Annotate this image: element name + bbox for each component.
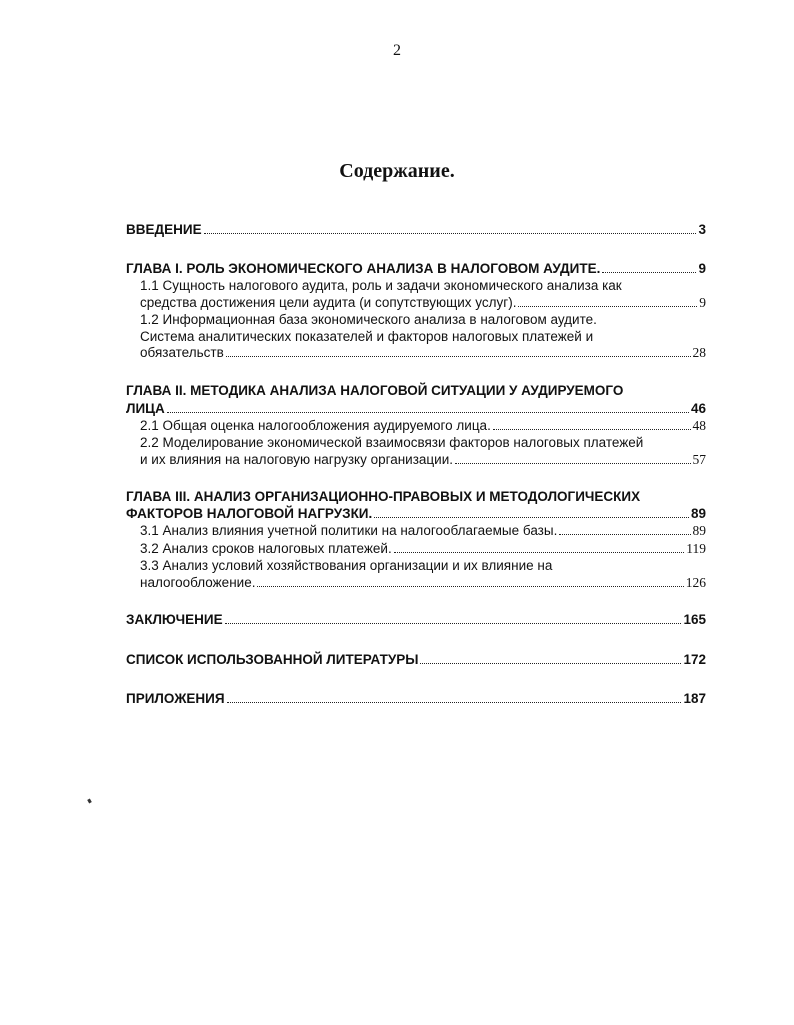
dot-leader [559, 534, 690, 535]
toc-page-number: 126 [685, 575, 706, 590]
toc-entry-title: обязательств [140, 345, 224, 360]
toc-page-number: 9 [698, 261, 706, 276]
toc-chapter-3 [126, 505, 706, 522]
toc-entry-title: ВВЕДЕНИЕ [126, 222, 202, 237]
page-title: Содержание. [339, 160, 455, 182]
toc-page-number: 172 [683, 652, 706, 667]
toc-entry-title: ФАКТОРОВ НАЛОГОВОЙ НАГРУЗКИ. [126, 506, 373, 521]
dot-leader [518, 306, 697, 307]
toc-entry-title: налогообложение. [140, 575, 256, 590]
toc-section-1-2 [140, 344, 706, 361]
toc-page-number: 57 [692, 452, 706, 467]
toc-entry-title: 3.2 Анализ сроков налоговых платежей. [140, 541, 392, 556]
dot-leader [204, 233, 697, 234]
dot-leader [493, 429, 691, 430]
toc-page-number: 9 [699, 295, 706, 310]
toc-entry-title: и их влияния на налоговую нагрузку организации. [140, 452, 453, 467]
toc-entry-conclusion [126, 611, 706, 628]
toc-page-number: 3 [698, 222, 706, 237]
dot-leader [226, 356, 691, 357]
toc-chapter-2-line-1: ГЛАВА II. МЕТОДИКА АНАЛИЗА НАЛОГОВОЙ СИТУАЦИИ У АУДИРУЕМОГО [126, 383, 624, 398]
toc-page-number: 28 [692, 345, 706, 360]
toc-section-1-1-line-1: 1.1 Сущность налогового аудита, роль и задачи экономического анализа как [140, 278, 622, 293]
dot-leader [394, 552, 685, 553]
dot-leader [167, 412, 689, 413]
toc-entry-title: ЗАКЛЮЧЕНИЕ [126, 612, 223, 627]
toc-section-2-2-line-1: 2.2 Моделирование экономической взаимосвязи факторов налоговых платежей [140, 435, 644, 450]
toc-entry-title: ЛИЦА [126, 401, 165, 416]
toc-section-3-3-line-1: 3.3 Анализ условий хозяйствования организации и их влияние на [140, 558, 553, 573]
toc-entry-title: средства достижения цели аудита (и сопутствующих услуг). [140, 295, 517, 310]
toc-entry-title: СПИСОК ИСПОЛЬЗОВАННОЙ ЛИТЕРАТУРЫ [126, 652, 419, 667]
dot-leader [225, 623, 682, 624]
toc-section-1-2-line-1: 1.2 Информационная база экономического анализа в налоговом аудите. [140, 312, 597, 327]
toc-page-number: 187 [683, 691, 706, 706]
dot-leader [257, 586, 683, 587]
toc-page-number: 46 [690, 401, 706, 416]
toc-section-3-1 [140, 522, 706, 539]
toc-entry-references [126, 651, 706, 668]
toc-chapter-1 [126, 260, 706, 277]
toc-entry-intro [126, 221, 706, 238]
scan-speck [87, 799, 92, 804]
toc-entry-title: 2.1 Общая оценка налогообложения аудируемого лица. [140, 418, 491, 433]
toc-entry-appendix [126, 690, 706, 707]
toc-entry-title: 3.1 Анализ влияния учетной политики на налогооблагаемые базы. [140, 523, 558, 538]
dot-leader [420, 663, 681, 664]
dot-leader [602, 272, 696, 273]
toc-section-1-1 [140, 294, 706, 311]
toc-section-1-2-line-2: Система аналитических показателей и факторов налоговых платежей и [140, 329, 594, 344]
toc-chapter-3-line-1: ГЛАВА III. АНАЛИЗ ОРГАНИЗАЦИОННО-ПРАВОВЫХ И МЕТОДОЛОГИЧЕСКИХ [126, 489, 641, 504]
toc-section-2-2 [140, 451, 706, 468]
toc-chapter-2 [126, 400, 706, 417]
toc-entry-title: ГЛАВА I. РОЛЬ ЭКОНОМИЧЕСКОГО АНАЛИЗА В НАЛОГОВОМ АУДИТЕ. [126, 261, 601, 276]
page-number: 2 [393, 42, 401, 59]
toc-page-number: 165 [683, 612, 706, 627]
toc-page-number: 89 [692, 523, 706, 538]
toc-page-number: 89 [690, 506, 706, 521]
dot-leader [374, 517, 689, 518]
toc-page-number: 119 [686, 541, 706, 556]
toc-section-2-1 [140, 417, 706, 434]
dot-leader [227, 702, 682, 703]
dot-leader [455, 463, 691, 464]
toc-section-3-2 [140, 540, 706, 557]
toc-page-number: 48 [692, 418, 706, 433]
toc-section-3-3 [140, 574, 706, 591]
toc-entry-title: ПРИЛОЖЕНИЯ [126, 691, 225, 706]
